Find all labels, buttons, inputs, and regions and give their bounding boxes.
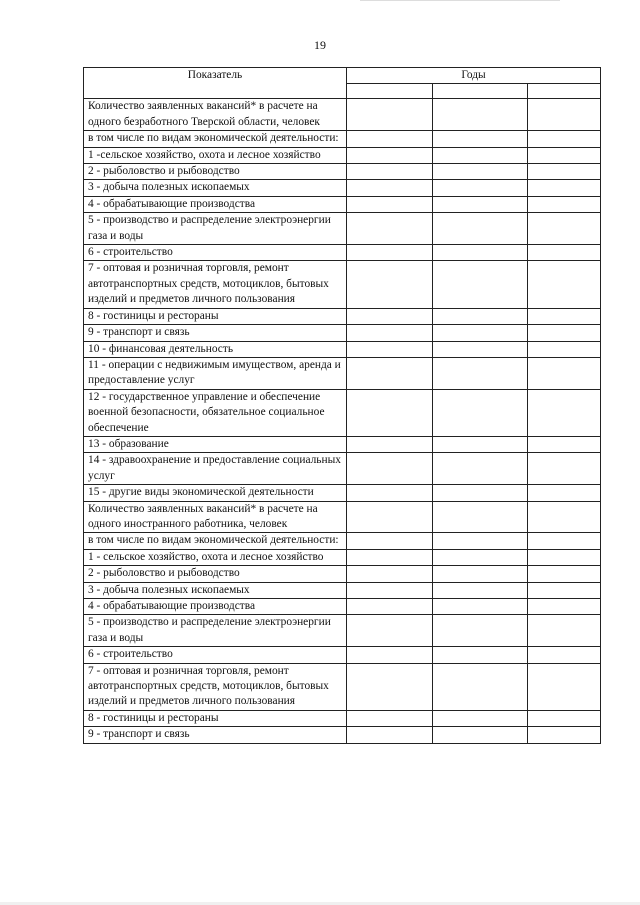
value-cell (347, 485, 433, 501)
years-column-header: Годы (347, 68, 601, 84)
value-cell (528, 533, 601, 549)
value-cell (433, 341, 528, 357)
table-row (84, 261, 601, 308)
value-cell (528, 308, 601, 324)
value-cell (347, 453, 433, 485)
value-cell (347, 131, 433, 147)
indicator-label: в том числе по видам экономической деятельности: (84, 533, 347, 549)
value-cell (347, 615, 433, 647)
value-cell (347, 727, 433, 743)
value-cell (433, 196, 528, 212)
indicator-label: 4 - обрабатывающие производства (84, 196, 347, 212)
value-cell (433, 453, 528, 485)
indicator-label: 3 - добыча полезных ископаемых (84, 582, 347, 598)
value-cell (528, 663, 601, 710)
indicator-label: 15 - другие виды экономической деятельности (84, 485, 347, 501)
value-cell (433, 325, 528, 341)
value-cell (433, 533, 528, 549)
table-row (84, 436, 601, 452)
table-row (84, 647, 601, 663)
indicators-table (83, 67, 601, 744)
value-cell (347, 566, 433, 582)
indicator-label: 10 - финансовая деятельность (84, 341, 347, 357)
value-cell (433, 245, 528, 261)
table-row (84, 99, 601, 131)
value-cell (528, 710, 601, 726)
value-cell (347, 147, 433, 163)
value-cell (528, 147, 601, 163)
value-cell (347, 164, 433, 180)
table-row (84, 308, 601, 324)
table-row (84, 727, 601, 743)
value-cell (433, 308, 528, 324)
value-cell (347, 647, 433, 663)
value-cell (433, 663, 528, 710)
value-cell (433, 615, 528, 647)
value-cell (433, 549, 528, 565)
value-cell (528, 501, 601, 533)
indicator-label: 7 - оптовая и розничная торговля, ремонт автотранспортных средств, мотоциклов, бытовых изделий и предметов личного пользования (84, 663, 347, 710)
indicator-label: 9 - транспорт и связь (84, 727, 347, 743)
value-cell (528, 180, 601, 196)
indicator-label: 13 - образование (84, 436, 347, 452)
value-cell (528, 131, 601, 147)
indicator-label: 2 - рыболовство и рыбоводство (84, 566, 347, 582)
value-cell (433, 599, 528, 615)
value-cell (528, 727, 601, 743)
value-cell (347, 245, 433, 261)
value-cell (433, 485, 528, 501)
value-cell (433, 647, 528, 663)
value-cell (528, 213, 601, 245)
indicator-label: 7 - оптовая и розничная торговля, ремонт автотранспортных средств, мотоциклов, бытовых изделий и предметов личного пользования (84, 261, 347, 308)
table-row (84, 566, 601, 582)
value-cell (528, 245, 601, 261)
table-row (84, 485, 601, 501)
indicator-column-header: Показатель (84, 68, 347, 99)
table-row (84, 196, 601, 212)
table-row (84, 213, 601, 245)
value-cell (347, 533, 433, 549)
value-cell (347, 180, 433, 196)
value-cell (433, 131, 528, 147)
table-row (84, 710, 601, 726)
value-cell (347, 341, 433, 357)
indicator-label: 5 - производство и распределение электроэнергии газа и воды (84, 615, 347, 647)
value-cell (528, 615, 601, 647)
value-cell (433, 213, 528, 245)
indicator-label: в том числе по видам экономической деятельности: (84, 131, 347, 147)
indicator-label: 2 - рыболовство и рыбоводство (84, 164, 347, 180)
indicator-label: 9 - транспорт и связь (84, 325, 347, 341)
indicator-label: 6 - строительство (84, 245, 347, 261)
value-cell (528, 566, 601, 582)
table-row (84, 582, 601, 598)
year-cell (347, 84, 433, 99)
table-row (84, 599, 601, 615)
scan-edge-line (360, 0, 560, 1)
value-cell (433, 582, 528, 598)
value-cell (433, 501, 528, 533)
value-cell (347, 582, 433, 598)
table-row (84, 501, 601, 533)
value-cell (433, 164, 528, 180)
value-cell (528, 582, 601, 598)
value-cell (528, 436, 601, 452)
year-cell (528, 84, 601, 99)
value-cell (528, 549, 601, 565)
table-body (84, 99, 601, 743)
value-cell (528, 599, 601, 615)
value-cell (433, 389, 528, 436)
table-row (84, 147, 601, 163)
table-row (84, 131, 601, 147)
table-row (84, 164, 601, 180)
indicator-label: 5 - производство и распределение электроэнергии газа и воды (84, 213, 347, 245)
indicator-label: 4 - обрабатывающие производства (84, 599, 347, 615)
value-cell (347, 436, 433, 452)
indicator-label: 12 - государственное управление и обеспечение военной безопасности, обязательное социальное обеспечение (84, 389, 347, 436)
indicator-label: 11 - операции с недвижимым имуществом, аренда и предоставление услуг (84, 357, 347, 389)
value-cell (528, 485, 601, 501)
table-header-row (84, 68, 601, 84)
value-cell (528, 164, 601, 180)
value-cell (347, 549, 433, 565)
value-cell (347, 99, 433, 131)
indicator-label: 8 - гостиницы и рестораны (84, 710, 347, 726)
value-cell (528, 647, 601, 663)
value-cell (347, 261, 433, 308)
value-cell (528, 261, 601, 308)
value-cell (433, 357, 528, 389)
value-cell (347, 663, 433, 710)
value-cell (433, 99, 528, 131)
value-cell (347, 389, 433, 436)
indicator-label: 1 -сельское хозяйство, охота и лесное хозяйство (84, 147, 347, 163)
value-cell (433, 436, 528, 452)
table-row (84, 615, 601, 647)
value-cell (347, 213, 433, 245)
page-number: 19 (314, 38, 326, 52)
value-cell (347, 501, 433, 533)
table-row (84, 325, 601, 341)
value-cell (433, 261, 528, 308)
value-cell (528, 357, 601, 389)
table-row (84, 663, 601, 710)
indicator-label: 1 - сельское хозяйство, охота и лесное хозяйство (84, 549, 347, 565)
value-cell (347, 196, 433, 212)
value-cell (528, 99, 601, 131)
table-row (84, 245, 601, 261)
value-cell (528, 196, 601, 212)
value-cell (347, 357, 433, 389)
value-cell (347, 710, 433, 726)
value-cell (433, 566, 528, 582)
value-cell (528, 389, 601, 436)
value-cell (433, 180, 528, 196)
value-cell (528, 325, 601, 341)
indicator-label: 14 - здравоохранение и предоставление социальных услуг (84, 453, 347, 485)
table-row (84, 341, 601, 357)
indicator-label: 6 - строительство (84, 647, 347, 663)
table-row (84, 453, 601, 485)
table-row (84, 180, 601, 196)
indicator-label: 8 - гостиницы и рестораны (84, 308, 347, 324)
value-cell (528, 453, 601, 485)
year-cell (433, 84, 528, 99)
value-cell (347, 308, 433, 324)
table-row (84, 389, 601, 436)
table-row (84, 357, 601, 389)
indicator-label: 3 - добыча полезных ископаемых (84, 180, 347, 196)
value-cell (433, 147, 528, 163)
value-cell (347, 599, 433, 615)
indicator-label: Количество заявленных вакансий* в расчете на одного безработного Тверской области, человек (84, 99, 347, 131)
table-row (84, 549, 601, 565)
value-cell (433, 727, 528, 743)
indicator-label: Количество заявленных вакансий* в расчете на одного иностранного работника, человек (84, 501, 347, 533)
value-cell (433, 710, 528, 726)
table-row (84, 533, 601, 549)
value-cell (347, 325, 433, 341)
value-cell (528, 341, 601, 357)
